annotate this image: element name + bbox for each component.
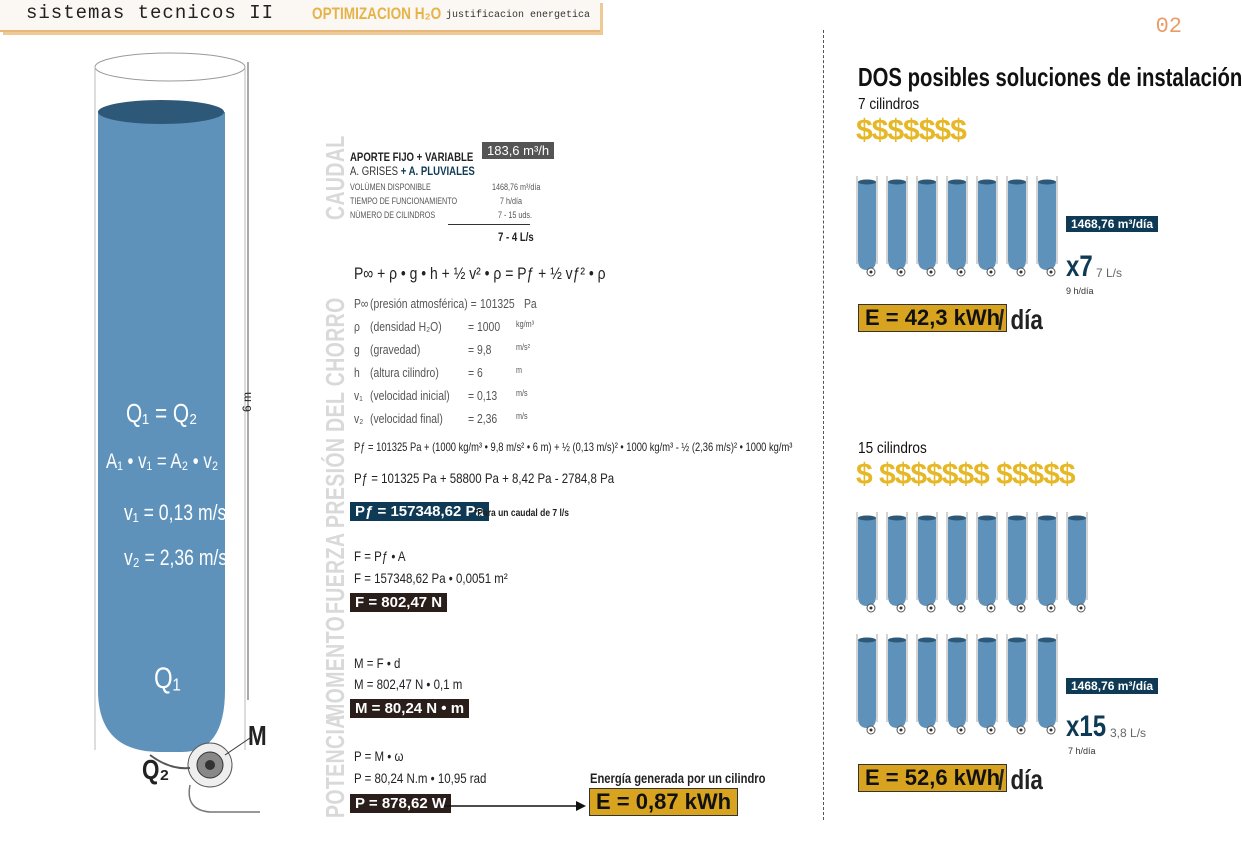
mini-cylinder-icon: [1036, 172, 1058, 278]
param-desc: (gravedad): [370, 342, 421, 357]
option1-cylinders: [856, 172, 1056, 282]
param-symbol: h: [354, 365, 360, 380]
header-title: sistemas tecnicos II: [26, 2, 275, 24]
mini-cylinder-icon: [976, 630, 998, 736]
mini-cylinder-icon: [976, 508, 998, 614]
param-desc: (presión atmosférica) =: [370, 296, 477, 311]
param-unit: m/s: [516, 411, 528, 421]
mini-cylinder-icon: [856, 630, 878, 736]
cylinder-q1: Q₁: [154, 662, 181, 695]
caudal-line1: APORTE FIJO + VARIABLE: [350, 150, 474, 164]
mini-cylinder-icon: [1006, 508, 1028, 614]
caudal-row-label: VOLÚMEN DISPONIBLE: [350, 182, 431, 192]
cylinder-eq3: v₁ = 0,13 m/s: [124, 500, 227, 525]
section-title-potencia: POTENCIA: [320, 714, 350, 818]
param-value: = 0,13: [468, 388, 498, 403]
param-unit: Pa: [524, 296, 537, 311]
option2-cost: $ $$$$$$$ $$$$$: [856, 458, 1075, 491]
param-unit: kg/m³: [516, 319, 534, 329]
section-title-fuerza: FUERZA: [320, 532, 350, 614]
option2-rate: 3,8 L/s: [1110, 726, 1147, 740]
section-title-momento: MOMENTO: [320, 615, 350, 720]
outlet-q2-label: Q₂: [142, 754, 170, 785]
caudal-result: 7 - 4 L/s: [498, 230, 534, 244]
mini-cylinder-icon: [946, 630, 968, 736]
caudal-badge: 183,6 m³/h: [482, 142, 554, 159]
presion-note: *Para un caudal de 7 l/s: [474, 508, 569, 519]
option2-hours: 7 h/día: [1068, 746, 1096, 756]
param-unit: m/s²: [516, 342, 530, 352]
mini-cylinder-icon: [1036, 630, 1058, 736]
caudal-grises: A. GRISES: [350, 164, 399, 178]
mini-cylinder-icon: [1036, 508, 1058, 614]
vertical-divider: [823, 30, 824, 820]
fuerza-result: F = 802,47 N: [350, 593, 447, 612]
option1-rate: 7 L/s: [1096, 266, 1123, 280]
caudal-pluviales: + A. PLUVIALES: [400, 164, 475, 178]
mini-cylinder-icon: [946, 172, 968, 278]
mini-cylinder-icon: [976, 172, 998, 278]
energy-cylinder-result: E = 0,87 kWh: [589, 788, 738, 816]
caudal-line2: [350, 164, 475, 178]
param-symbol: v₁: [354, 388, 363, 403]
mini-cylinder-icon: [916, 172, 938, 278]
mini-cylinder-icon: [1006, 630, 1028, 736]
cylinder-diagram: [90, 50, 290, 830]
caudal-table: [350, 182, 541, 224]
momento-result: M = 80,24 N • m: [350, 699, 469, 718]
option2-multiplier: x15: [1066, 710, 1107, 743]
arrow-icon: [442, 798, 588, 814]
option2-label: 15 cilindros: [858, 440, 927, 457]
mini-cylinder-icon: [856, 172, 878, 278]
mini-cylinder-icon: [1006, 172, 1028, 278]
cylinder-eq2: A₁ • v₁ = A₂ • v₂: [106, 450, 219, 473]
caudal-row: [350, 196, 530, 210]
momento-line2: M = 802,47 N • 0,1 m: [354, 676, 463, 692]
option1-per-day: / día: [998, 304, 1043, 335]
mini-cylinder-icon: [1066, 508, 1088, 614]
header-section: justificacion energetica: [446, 10, 591, 21]
presion-result: Pƒ = 157348,62 Pa: [350, 502, 489, 521]
param-desc: (velocidad inicial): [370, 388, 450, 403]
param-desc: (altura cilindro): [370, 365, 439, 380]
potencia-result: P = 878,62 W: [350, 794, 451, 813]
bernoulli-equation: P∞ + ρ • g • h + ½ v² • ρ = Pƒ + ½ vƒ² • ρ: [354, 264, 606, 283]
caudal-row: [350, 182, 541, 196]
momento-line1: M = F • d: [354, 655, 401, 671]
cylinder-eq1: Q₁ = Q₂: [126, 398, 198, 428]
energy-label: Energía generada por un cilindro: [590, 770, 766, 786]
param-symbol: ρ: [354, 319, 360, 334]
caudal-row-label: TIEMPO DE FUNCIONAMIENTO: [350, 196, 458, 206]
caudal-row-label: NÚMERO DE CILINDROS: [350, 210, 436, 220]
mini-cylinder-icon: [886, 630, 908, 736]
caudal-row: [350, 210, 533, 224]
param-value: = 9,8: [468, 342, 492, 357]
mini-cylinder-icon: [946, 508, 968, 614]
potencia-line2: P = 80,24 N.m • 10,95 rad: [354, 770, 487, 786]
option1-label: 7 cilindros: [858, 96, 920, 113]
option1-volume: 1468,76 m³/día: [1066, 216, 1158, 232]
option2-energy: E = 52,6 kWh: [858, 764, 1007, 792]
param-symbol: v₂: [354, 411, 364, 426]
section-title-presion: PRESIÓN DEL CHORRO: [320, 297, 350, 528]
param-symbol: g: [354, 342, 360, 357]
solutions-title: DOS posibles soluciones de instalación: [858, 62, 1242, 92]
presion-calc2: Pƒ = 101325 Pa + 58800 Pa + 8,42 Pa - 2784,8 Pa: [354, 470, 615, 486]
caudal-row-value: 7 - 15 uds.: [498, 210, 533, 220]
param-value: = 1000: [468, 319, 501, 334]
mini-cylinder-icon: [886, 508, 908, 614]
cylinder-eq4: v₂ = 2,36 m/s: [124, 545, 228, 570]
caudal-row-value: 7 h/día: [500, 196, 523, 206]
option2-volume: 1468,76 m³/día: [1066, 678, 1158, 694]
param-value: = 6: [468, 365, 483, 380]
fuerza-line1: F = Pƒ • A: [354, 548, 406, 564]
param-desc: (densidad H₂O): [370, 319, 442, 334]
mini-cylinder-icon: [916, 508, 938, 614]
option1-hours: 9 h/día: [1066, 286, 1094, 296]
potencia-line1: P = M • ω: [354, 748, 404, 764]
mini-cylinder-icon: [856, 508, 878, 614]
caudal-row-value: 1468,76 m³/día: [492, 182, 541, 192]
param-value: 101325: [480, 296, 515, 311]
param-unit: m: [516, 365, 522, 375]
option2-cylinders-row2: [856, 630, 1056, 740]
header-subtitle: OPTIMIZACION H₂O: [312, 4, 442, 23]
presion-calc1: Pƒ = 101325 Pa + (1000 kg/m³ • 9,8 m/s² • 6 m) + ½ (0,13 m/s)² • 1000 kg/m³ - ½ (2,36 m/s)² • 1000 kg/m³: [354, 440, 793, 454]
param-symbol: P∞: [354, 296, 369, 311]
param-desc: (velocidad final): [370, 411, 443, 426]
turbine-m-label: M: [248, 720, 267, 751]
mini-cylinder-icon: [886, 172, 908, 278]
option1-cost: $$$$$$$: [856, 114, 966, 147]
option1-energy: E = 42,3 kWh: [858, 304, 1007, 332]
option2-cylinders-row1: [856, 508, 1096, 618]
param-unit: m/s: [516, 388, 528, 398]
caudal-divider: [448, 224, 530, 225]
option2-per-day: / día: [998, 764, 1043, 795]
fuerza-line2: F = 157348,62 Pa • 0,0051 m²: [354, 570, 508, 586]
param-value: = 2,36: [468, 411, 498, 426]
option1-multiplier: x7: [1066, 250, 1093, 283]
page-number: 02: [1155, 14, 1182, 39]
cylinder-height-label: 6 m: [240, 391, 254, 412]
mini-cylinder-icon: [916, 630, 938, 736]
section-title-caudal: CAUDAL: [320, 135, 350, 220]
